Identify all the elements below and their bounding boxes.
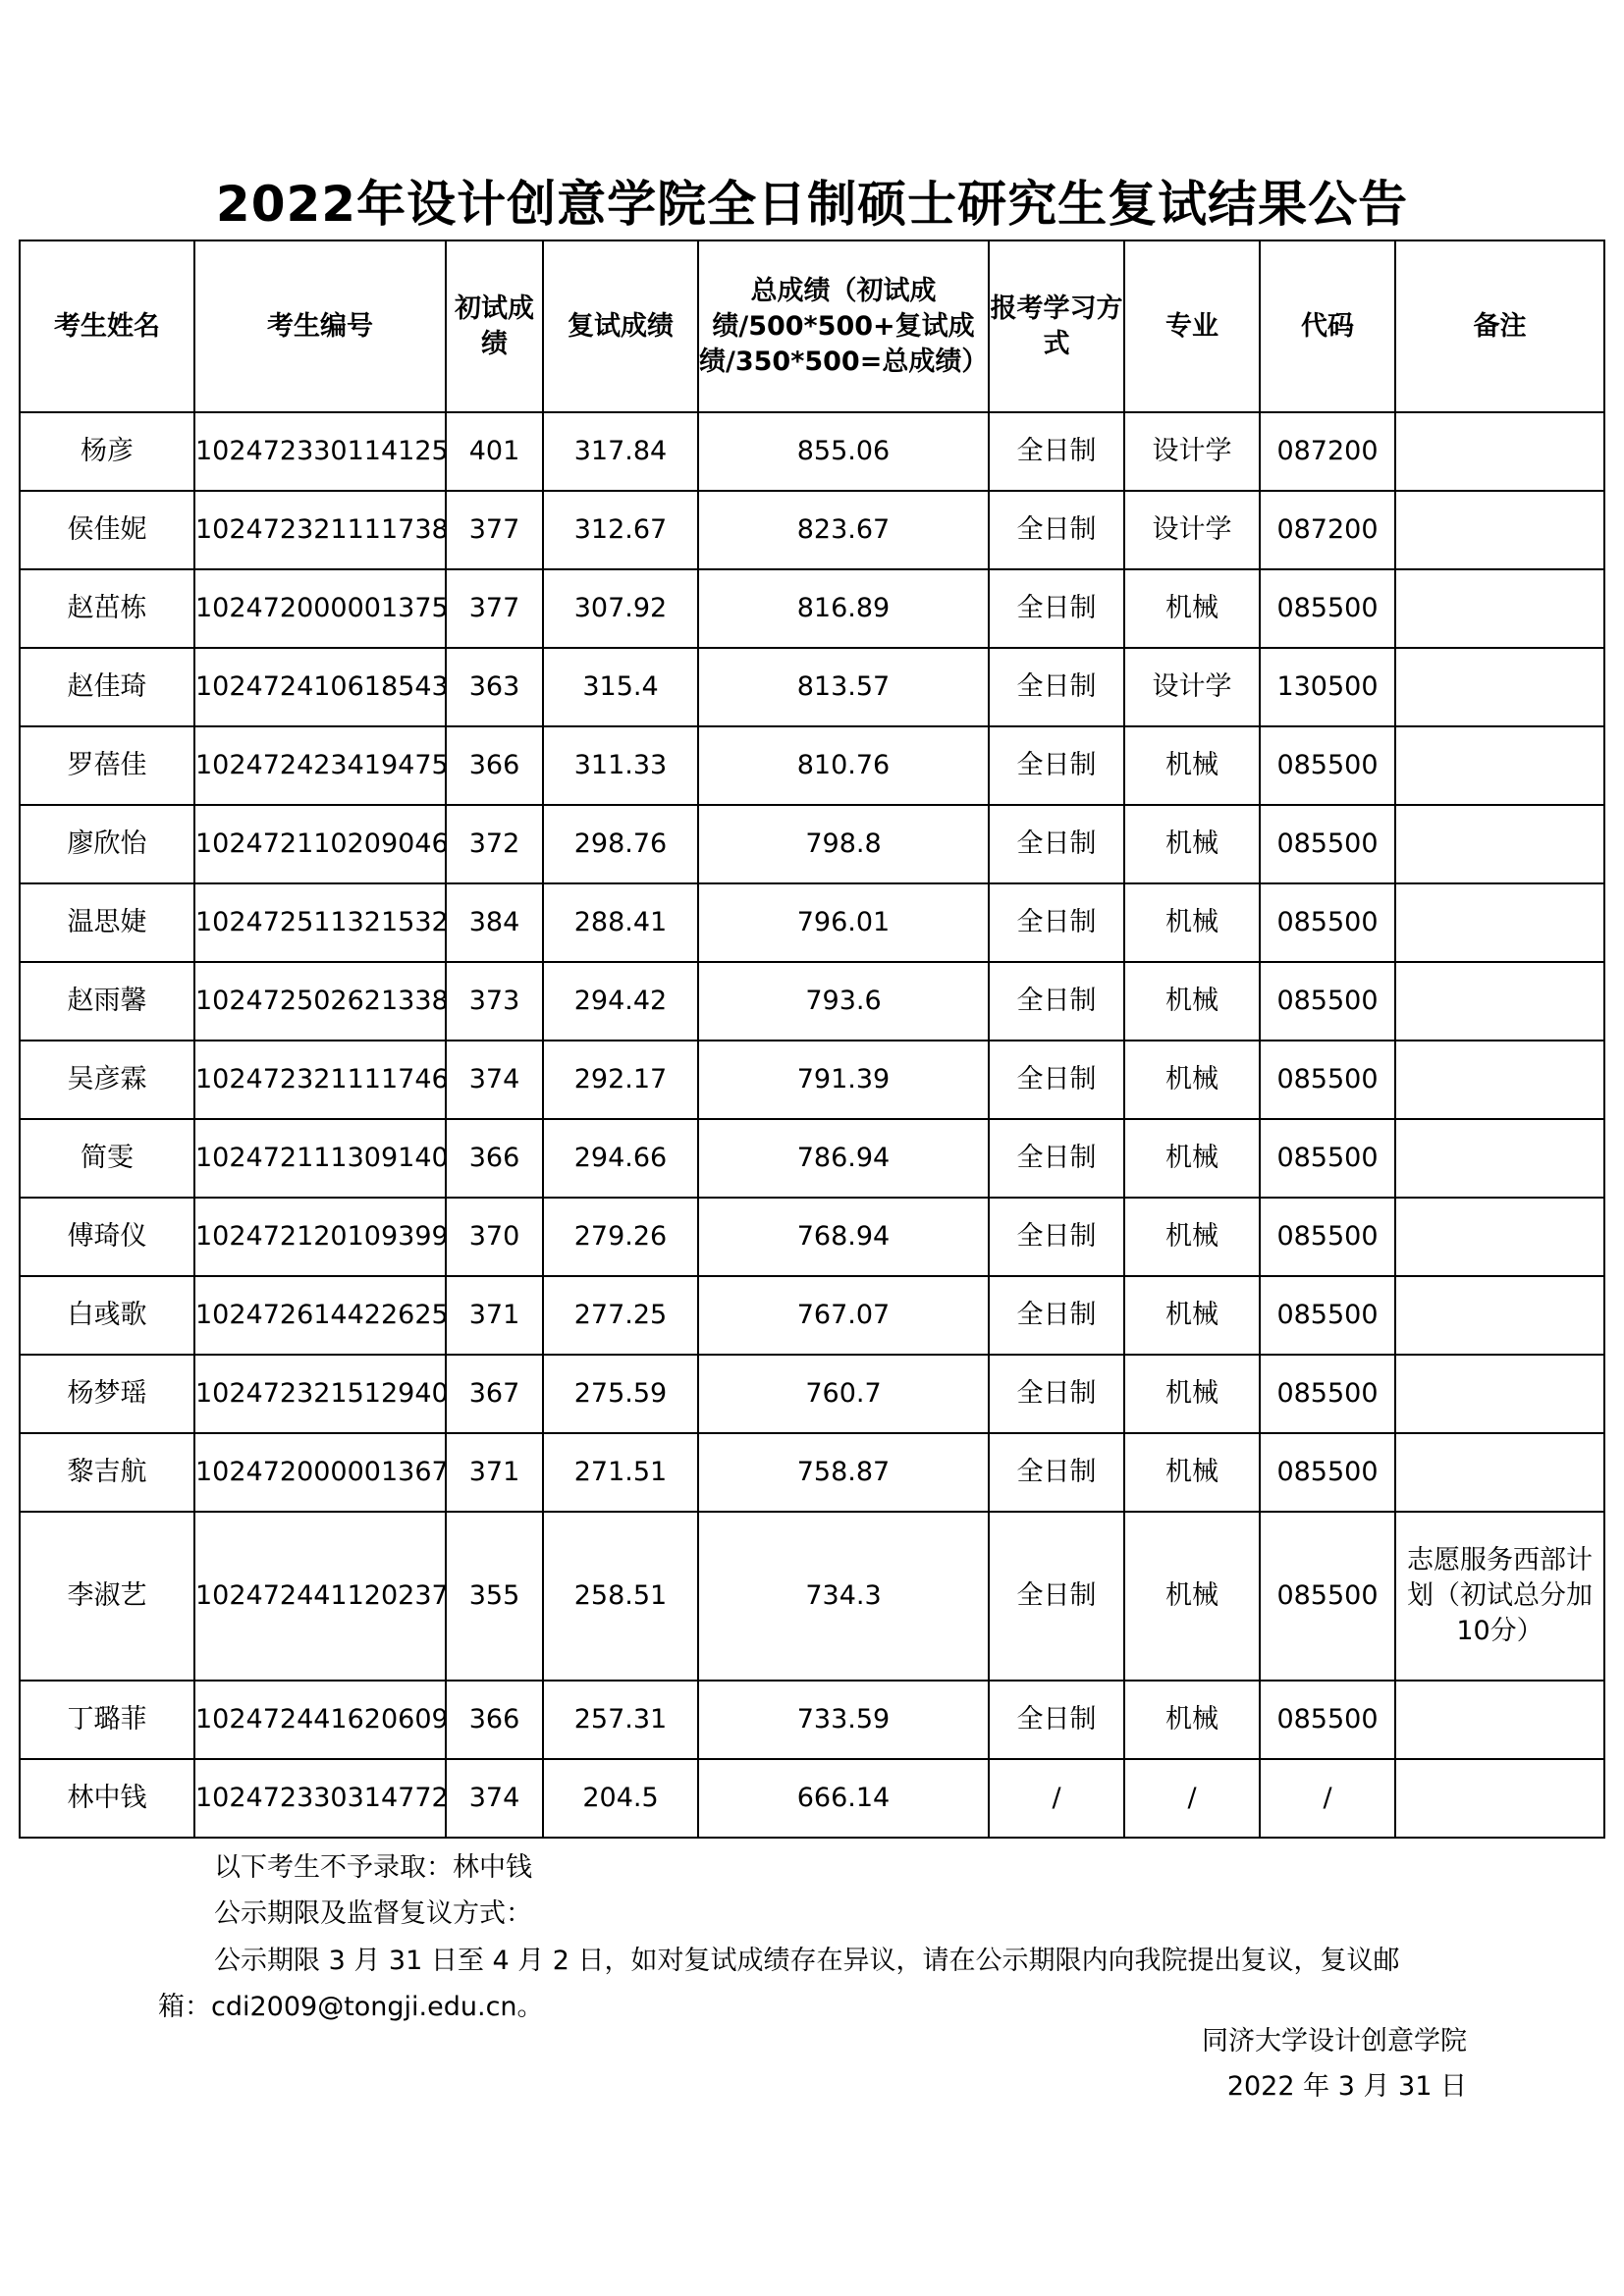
- cell-mode: 全日制: [989, 726, 1124, 805]
- cell-mode: 全日制: [989, 1041, 1124, 1119]
- cell-mode: 全日制: [989, 412, 1124, 491]
- cell-remark: [1395, 1681, 1604, 1759]
- cell-id: 102472000001367: [194, 1433, 446, 1512]
- cell-major: 机械: [1124, 1276, 1260, 1355]
- cell-mode: 全日制: [989, 569, 1124, 648]
- cell-remark: [1395, 412, 1604, 491]
- cell-initial: 371: [446, 1433, 543, 1512]
- cell-id: 102472321111738: [194, 491, 446, 569]
- table-row: [20, 726, 1604, 805]
- cell-total: 793.6: [698, 962, 989, 1041]
- cell-id: 102472330314772: [194, 1759, 446, 1838]
- cell-major: 机械: [1124, 726, 1260, 805]
- cell-remark: [1395, 726, 1604, 805]
- header-remark: 备注: [1395, 240, 1604, 412]
- cell-name: 温思婕: [20, 883, 194, 962]
- cell-remark: [1395, 805, 1604, 883]
- cell-code: 085500: [1260, 726, 1395, 805]
- cell-initial: 401: [446, 412, 543, 491]
- page-title: 2022年设计创意学院全日制硕士研究生复试结果公告: [215, 176, 1409, 233]
- cell-name: 傅琦仪: [20, 1198, 194, 1276]
- cell-name: 赵雨馨: [20, 962, 194, 1041]
- cell-initial: 373: [446, 962, 543, 1041]
- cell-major: 机械: [1124, 1355, 1260, 1433]
- header-initial: 初试成绩: [446, 240, 543, 412]
- cell-total: 855.06: [698, 412, 989, 491]
- cell-code: 130500: [1260, 648, 1395, 726]
- cell-major: 机械: [1124, 883, 1260, 962]
- results-table: [19, 240, 1605, 1839]
- cell-name: 林中钱: [20, 1759, 194, 1838]
- cell-initial: 372: [446, 805, 543, 883]
- cell-major: 机械: [1124, 1119, 1260, 1198]
- table-row: [20, 648, 1604, 726]
- cell-initial: 355: [446, 1512, 543, 1681]
- cell-remark: [1395, 883, 1604, 962]
- cell-retest: 258.51: [543, 1512, 698, 1681]
- cell-initial: 370: [446, 1198, 543, 1276]
- cell-id: 102472321512940: [194, 1355, 446, 1433]
- cell-remark: [1395, 1355, 1604, 1433]
- cell-mode: 全日制: [989, 1512, 1124, 1681]
- cell-retest: 317.84: [543, 412, 698, 491]
- cell-initial: 366: [446, 1681, 543, 1759]
- cell-retest: 292.17: [543, 1041, 698, 1119]
- cell-mode: 全日制: [989, 1198, 1124, 1276]
- cell-remark: [1395, 1276, 1604, 1355]
- cell-retest: 271.51: [543, 1433, 698, 1512]
- table-row: [20, 1041, 1604, 1119]
- cell-total: 734.3: [698, 1512, 989, 1681]
- period-text-line1: 公示期限 3 月 31 日至 4 月 2 日，如对复试成绩存在异议，请在公示期限内向我院提出复议，复议邮: [214, 1946, 1400, 1976]
- cell-mode: 全日制: [989, 883, 1124, 962]
- cell-name: 白彧歌: [20, 1276, 194, 1355]
- header-id: 考生编号: [194, 240, 446, 412]
- table-row: [20, 1276, 1604, 1355]
- header-code: 代码: [1260, 240, 1395, 412]
- cell-mode: 全日制: [989, 1355, 1124, 1433]
- cell-id: 102472330114125: [194, 412, 446, 491]
- cell-initial: 366: [446, 1119, 543, 1198]
- cell-code: 087200: [1260, 491, 1395, 569]
- cell-retest: 275.59: [543, 1355, 698, 1433]
- date: 2022 年 3 月 31 日: [1226, 2071, 1467, 2102]
- cell-code: /: [1260, 1759, 1395, 1838]
- table-row: [20, 1512, 1604, 1681]
- cell-total: 666.14: [698, 1759, 989, 1838]
- cell-retest: 294.42: [543, 962, 698, 1041]
- cell-total: 758.87: [698, 1433, 989, 1512]
- cell-code: 085500: [1260, 569, 1395, 648]
- cell-total: 823.67: [698, 491, 989, 569]
- cell-retest: 294.66: [543, 1119, 698, 1198]
- cell-name: 杨梦瑶: [20, 1355, 194, 1433]
- cell-total: 810.76: [698, 726, 989, 805]
- cell-name: 丁璐菲: [20, 1681, 194, 1759]
- cell-major: 机械: [1124, 569, 1260, 648]
- table-row: [20, 962, 1604, 1041]
- cell-id: 102472410618543: [194, 648, 446, 726]
- table-row: [20, 491, 1604, 569]
- cell-remark: [1395, 1119, 1604, 1198]
- cell-initial: 363: [446, 648, 543, 726]
- cell-retest: 288.41: [543, 883, 698, 962]
- table-row: [20, 1433, 1604, 1512]
- table-row: [20, 883, 1604, 962]
- cell-remark: [1395, 1198, 1604, 1276]
- table-row: [20, 1681, 1604, 1759]
- cell-mode: /: [989, 1759, 1124, 1838]
- cell-mode: 全日制: [989, 1433, 1124, 1512]
- cell-name: 简雯: [20, 1119, 194, 1198]
- cell-major: 设计学: [1124, 412, 1260, 491]
- cell-name: 黎吉航: [20, 1433, 194, 1512]
- cell-name: 杨彦: [20, 412, 194, 491]
- table-header-row: [20, 240, 1604, 412]
- cell-remark: [1395, 1759, 1604, 1838]
- not-admitted-note: 以下考生不予录取：林中钱: [214, 1852, 532, 1883]
- header-name: 考生姓名: [20, 240, 194, 412]
- cell-remark: [1395, 491, 1604, 569]
- cell-initial: 367: [446, 1355, 543, 1433]
- cell-remark: [1395, 1041, 1604, 1119]
- cell-mode: 全日制: [989, 1276, 1124, 1355]
- cell-code: 087200: [1260, 412, 1395, 491]
- cell-id: 102472111309140: [194, 1119, 446, 1198]
- header-mode: 报考学习方式: [989, 240, 1124, 412]
- cell-mode: 全日制: [989, 962, 1124, 1041]
- cell-mode: 全日制: [989, 491, 1124, 569]
- cell-id: 102472511321532: [194, 883, 446, 962]
- header-total: 总成绩（初试成绩/500*500+复试成绩/350*500=总成绩）: [698, 240, 989, 412]
- cell-code: 085500: [1260, 1119, 1395, 1198]
- cell-major: 机械: [1124, 1681, 1260, 1759]
- cell-major: 机械: [1124, 805, 1260, 883]
- cell-name: 赵茁栋: [20, 569, 194, 648]
- cell-initial: 384: [446, 883, 543, 962]
- cell-remark: [1395, 1433, 1604, 1512]
- cell-retest: 277.25: [543, 1276, 698, 1355]
- cell-major: 机械: [1124, 1041, 1260, 1119]
- cell-id: 102472502621338: [194, 962, 446, 1041]
- cell-code: 085500: [1260, 805, 1395, 883]
- cell-initial: 366: [446, 726, 543, 805]
- period-text-line2: 箱：cdi2009@tongji.edu.cn。: [158, 1992, 544, 2022]
- cell-total: 796.01: [698, 883, 989, 962]
- table-row: [20, 1759, 1604, 1838]
- cell-mode: 全日制: [989, 1119, 1124, 1198]
- cell-code: 085500: [1260, 1512, 1395, 1681]
- cell-retest: 315.4: [543, 648, 698, 726]
- cell-id: 102472441120237: [194, 1512, 446, 1681]
- cell-code: 085500: [1260, 1198, 1395, 1276]
- cell-major: 机械: [1124, 1433, 1260, 1512]
- cell-remark: [1395, 962, 1604, 1041]
- cell-major: 设计学: [1124, 648, 1260, 726]
- cell-code: 085500: [1260, 1681, 1395, 1759]
- cell-id: 102472423419475: [194, 726, 446, 805]
- cell-initial: 377: [446, 491, 543, 569]
- table-row: [20, 805, 1604, 883]
- cell-name: 侯佳妮: [20, 491, 194, 569]
- cell-name: 廖欣怡: [20, 805, 194, 883]
- cell-mode: 全日制: [989, 1681, 1124, 1759]
- cell-total: 813.57: [698, 648, 989, 726]
- cell-initial: 374: [446, 1759, 543, 1838]
- cell-major: 机械: [1124, 1512, 1260, 1681]
- cell-total: 733.59: [698, 1681, 989, 1759]
- cell-total: 816.89: [698, 569, 989, 648]
- cell-mode: 全日制: [989, 805, 1124, 883]
- cell-initial: 377: [446, 569, 543, 648]
- cell-id: 102472110209046: [194, 805, 446, 883]
- cell-retest: 279.26: [543, 1198, 698, 1276]
- cell-initial: 371: [446, 1276, 543, 1355]
- table-row: [20, 1119, 1604, 1198]
- cell-name: 李淑艺: [20, 1512, 194, 1681]
- header-retest: 复试成绩: [543, 240, 698, 412]
- cell-name: 罗蓓佳: [20, 726, 194, 805]
- cell-code: 085500: [1260, 1041, 1395, 1119]
- cell-name: 吴彦霖: [20, 1041, 194, 1119]
- cell-total: 791.39: [698, 1041, 989, 1119]
- cell-retest: 307.92: [543, 569, 698, 648]
- table-row: [20, 1198, 1604, 1276]
- table-body: [20, 412, 1604, 1838]
- cell-code: 085500: [1260, 1355, 1395, 1433]
- cell-remark: [1395, 569, 1604, 648]
- cell-id: 102472120109399: [194, 1198, 446, 1276]
- cell-total: 768.94: [698, 1198, 989, 1276]
- cell-id: 102472614422625: [194, 1276, 446, 1355]
- signature: 同济大学设计创意学院: [1202, 2026, 1467, 2056]
- cell-retest: 298.76: [543, 805, 698, 883]
- cell-code: 085500: [1260, 1433, 1395, 1512]
- cell-major: 机械: [1124, 962, 1260, 1041]
- cell-retest: 257.31: [543, 1681, 698, 1759]
- cell-id: 102472441620609: [194, 1681, 446, 1759]
- cell-code: 085500: [1260, 962, 1395, 1041]
- cell-retest: 312.67: [543, 491, 698, 569]
- cell-retest: 204.5: [543, 1759, 698, 1838]
- header-major: 专业: [1124, 240, 1260, 412]
- cell-code: 085500: [1260, 883, 1395, 962]
- table-row: [20, 412, 1604, 491]
- objection-title: 公示期限及监督复议方式：: [214, 1898, 532, 1929]
- table-row: [20, 569, 1604, 648]
- cell-total: 767.07: [698, 1276, 989, 1355]
- cell-retest: 311.33: [543, 726, 698, 805]
- cell-major: /: [1124, 1759, 1260, 1838]
- cell-total: 786.94: [698, 1119, 989, 1198]
- table-row: [20, 1355, 1604, 1433]
- cell-id: 102472000001375: [194, 569, 446, 648]
- cell-major: 设计学: [1124, 491, 1260, 569]
- cell-remark: 志愿服务西部计划（初试总分加10分）: [1395, 1512, 1604, 1681]
- cell-code: 085500: [1260, 1276, 1395, 1355]
- cell-major: 机械: [1124, 1198, 1260, 1276]
- cell-initial: 374: [446, 1041, 543, 1119]
- cell-total: 760.7: [698, 1355, 989, 1433]
- cell-mode: 全日制: [989, 648, 1124, 726]
- cell-name: 赵佳琦: [20, 648, 194, 726]
- cell-remark: [1395, 648, 1604, 726]
- cell-id: 102472321111746: [194, 1041, 446, 1119]
- cell-total: 798.8: [698, 805, 989, 883]
